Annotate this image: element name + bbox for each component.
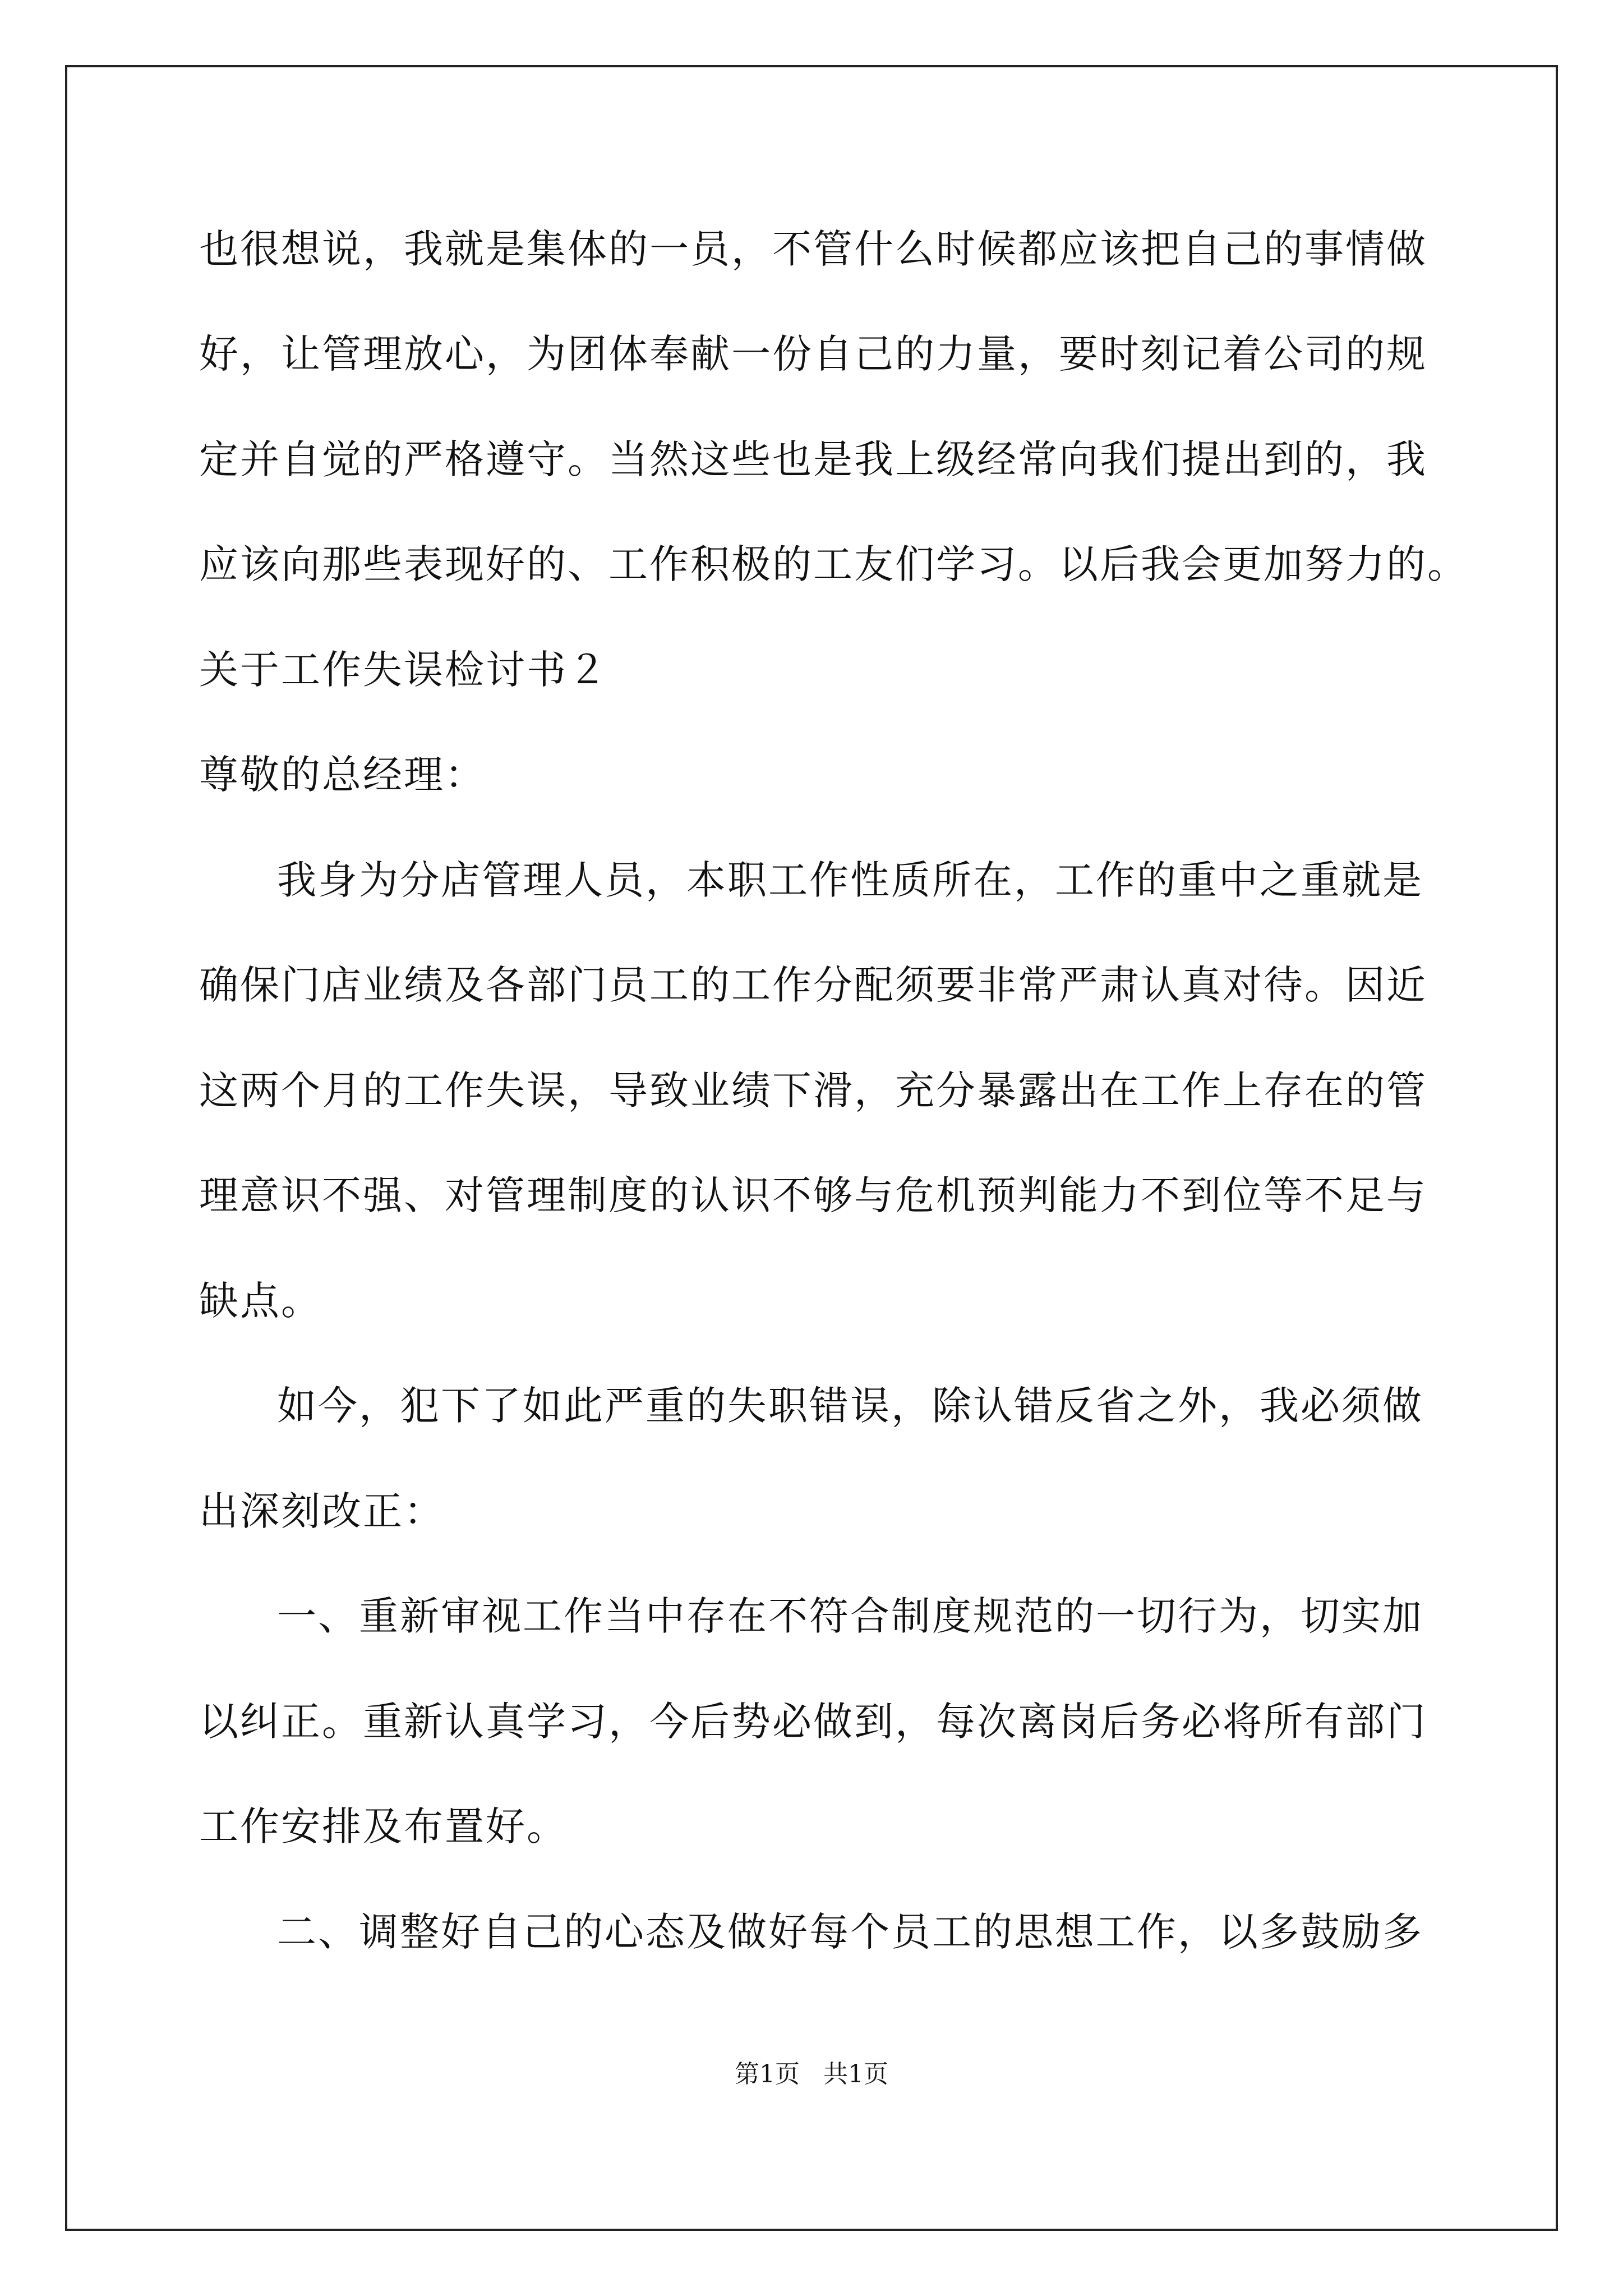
- text-line: 好，让管理放心，为团体奉献一份自己的力量，要时刻记着公司的规: [199, 331, 1427, 377]
- text-line: 理意识不强、对管理制度的认识不够与危机预判能力不到位等不足与: [199, 1172, 1427, 1218]
- text-line: 一、重新审视工作当中存在不符合制度规范的一切行为，切实加: [277, 1593, 1423, 1639]
- text-line: 缺点。: [199, 1278, 322, 1324]
- text-line: 确保门店业绩及各部门员工的工作分配须要非常严肃认真对待。因近: [199, 962, 1427, 1008]
- text-line: 二、调整好自己的心态及做好每个员工的思想工作，以多鼓励多: [277, 1909, 1423, 1955]
- page-footer: 第1页 共1页: [735, 2060, 888, 2088]
- text-line: 如今，犯下了如此严重的失职错误，除认错反省之外，我必须做: [277, 1383, 1423, 1429]
- text-line: 以纠正。重新认真学习，今后势必做到，每次离岗后务必将所有部门: [199, 1699, 1427, 1745]
- text-line: 出深刻改正：: [199, 1488, 445, 1534]
- text-line: 工作安排及布置好。: [199, 1803, 568, 1849]
- text-line: 也很想说，我就是集体的一员，不管什么时候都应该把自己的事情做: [199, 226, 1427, 272]
- salutation: 尊敬的总经理：: [199, 752, 486, 798]
- text-line: 应该向那些表现好的、工作积极的工友们学习。以后我会更加努力的。: [199, 541, 1468, 587]
- text-line: 这两个月的工作失误，导致业绩下滑，充分暴露出在工作上存在的管: [199, 1068, 1427, 1114]
- text-line: 定并自觉的严格遵守。当然这些也是我上级经常向我们提出到的，我: [199, 436, 1427, 482]
- text-line: 我身为分店管理人员，本职工作性质所在，工作的重中之重就是: [277, 857, 1423, 903]
- section-heading: 关于工作失误检讨书２: [199, 647, 608, 693]
